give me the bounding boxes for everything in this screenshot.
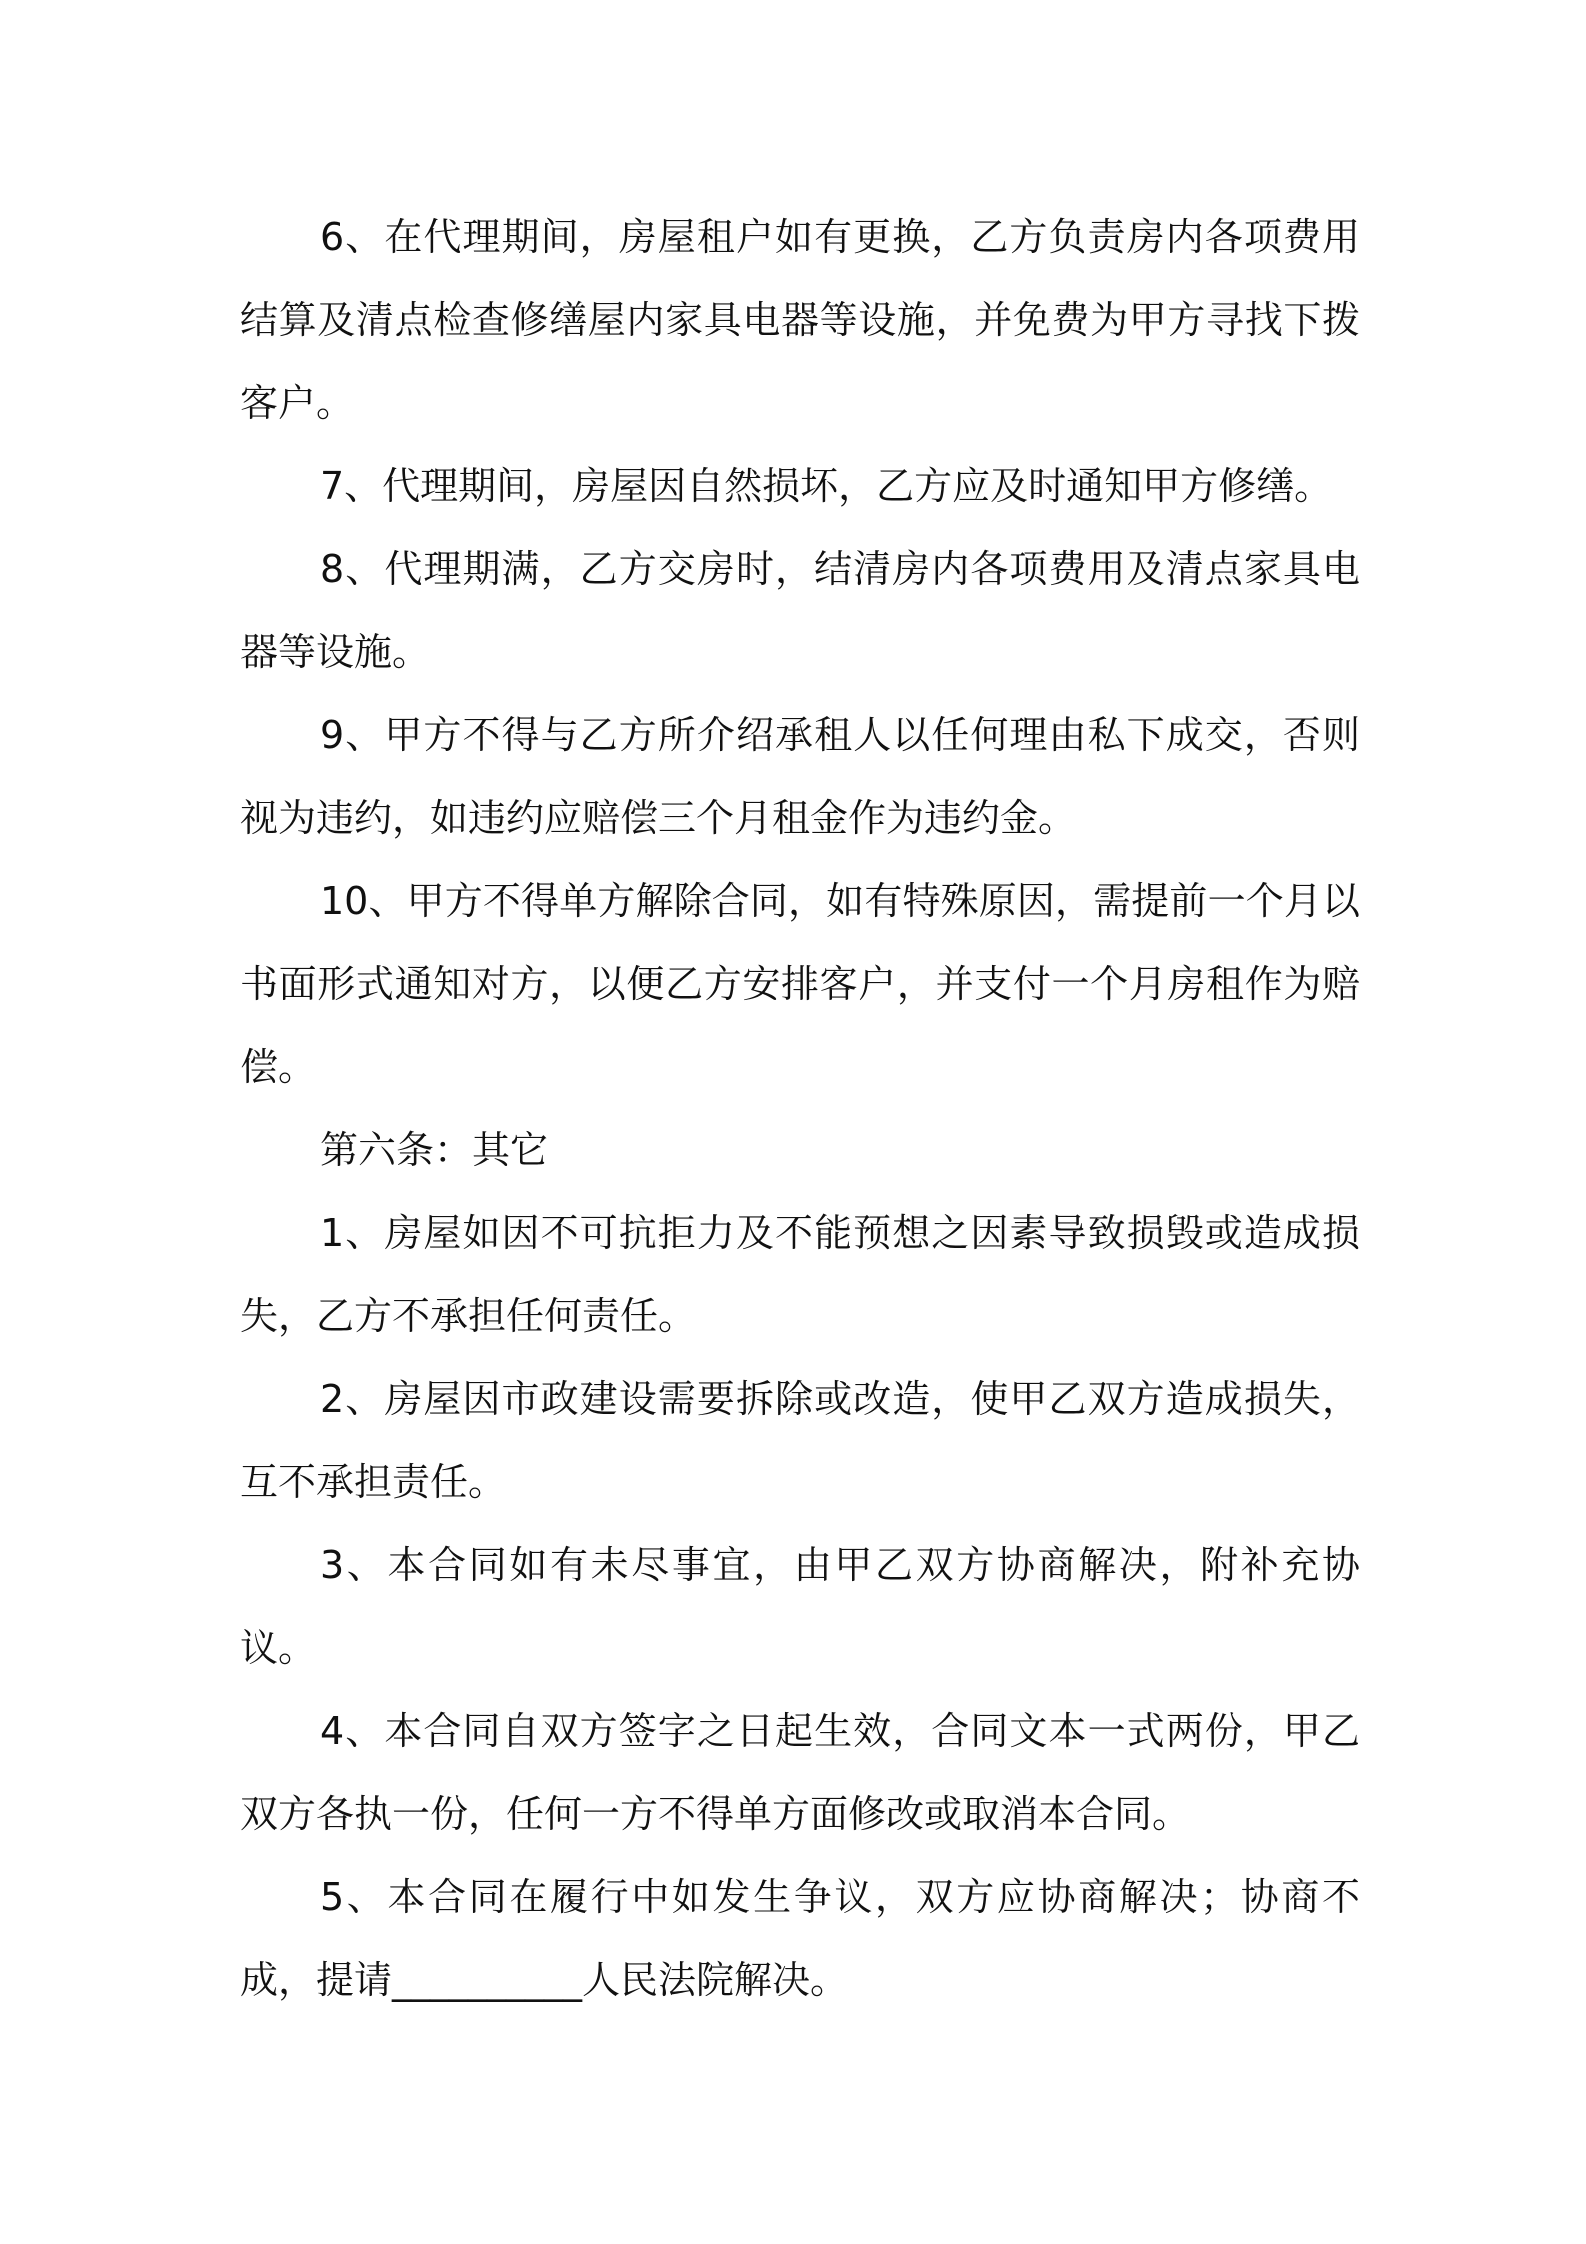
section-heading-article-6: 第六条：其它 bbox=[320, 1128, 549, 1172]
clause-5-7: 7、代理期间，房屋因自然损坏，乙方应及时通知甲方修缮。 bbox=[320, 464, 1333, 508]
clause-5-9: 9、甲方不得与乙方所介绍承租人以任何理由私下成交，否则视为违约，如违约应赔偿三个月租金作为违约金。 bbox=[240, 713, 1360, 840]
clause-6-3: 3、本合同如有未尽事宜，由甲乙双方协商解决，附补充协议。 bbox=[240, 1543, 1360, 1670]
clause-6-1: 1、房屋如因不可抗拒力及不能预想之因素导致损毁或造成损失，乙方不承担任何责任。 bbox=[240, 1211, 1360, 1338]
clause-6-4: 4、本合同自双方签字之日起生效，合同文本一式两份，甲乙双方各执一份，任何一方不得单方面修改或取消本合同。 bbox=[240, 1709, 1360, 1836]
document-body bbox=[240, 196, 1360, 2022]
clause-5-8: 8、代理期满，乙方交房时，结清房内各项费用及清点家具电器等设施。 bbox=[240, 547, 1360, 674]
clause-6-2: 2、房屋因市政建设需要拆除或改造，使甲乙双方造成损失，互不承担责任。 bbox=[240, 1377, 1360, 1504]
clause-5-6: 6、在代理期间，房屋租户如有更换，乙方负责房内各项费用结算及清点检查修缮屋内家具电器等设施，并免费为甲方寻找下拨客户。 bbox=[240, 215, 1360, 425]
clause-5-10: 10、甲方不得单方解除合同，如有特殊原因，需提前一个月以书面形式通知对方，以便乙方安排客户，并支付一个月房租作为赔偿。 bbox=[240, 879, 1360, 1089]
clause-6-5: 5、本合同在履行中如发生争议，双方应协商解决；协商不成，提请__________人民法院解决。 bbox=[240, 1875, 1360, 2002]
